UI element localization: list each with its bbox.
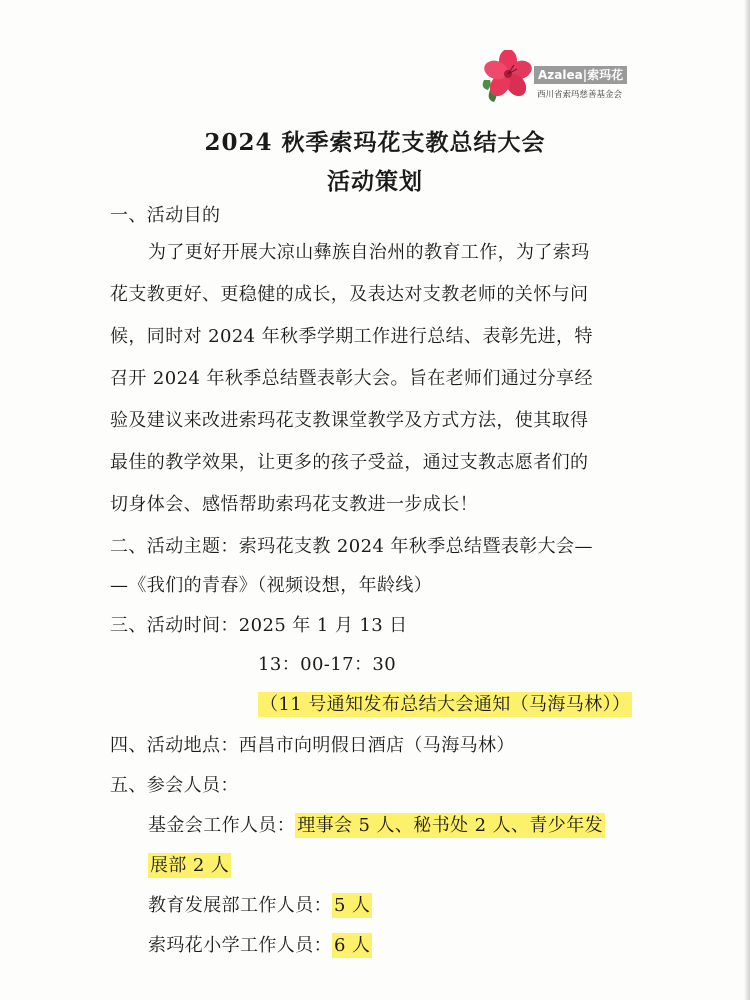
foundation-staff-row: [148, 813, 605, 839]
paragraph-line: 为了更好开展大凉山彝族自治州的教育工作，为了索玛: [148, 242, 590, 263]
school-staff-label: 索玛花小学工作人员：: [148, 935, 332, 956]
section4-location: 四、活动地点：西昌市向明假日酒店（马海马林）: [110, 735, 515, 756]
section2-theme-cont: —《我们的青春》（视频设想，年龄线）: [110, 575, 433, 596]
edu-staff-row: [148, 893, 372, 919]
section2-theme: 二、活动主题：索玛花支教 2024 年秋季总结暨表彰大会—: [110, 536, 593, 557]
foundation-staff-value: 理事会 5 人、秘书处 2 人、青少年发: [297, 815, 603, 836]
paragraph-line: 召开 2024 年秋季总结暨表彰大会。旨在老师们通过分享经: [110, 368, 593, 389]
section5-heading: 五、参会人员：: [110, 775, 239, 796]
paragraph-line: 候，同时对 2024 年秋季学期工作进行总结、表彰先进，特: [110, 326, 593, 347]
logo-brand-text: Azalea|索玛花: [534, 66, 627, 84]
foundation-logo: [480, 50, 640, 105]
school-staff-value: 6 人: [334, 935, 371, 956]
foundation-staff-label: 基金会工作人员：: [148, 815, 296, 836]
paragraph-line: 最佳的教学效果，让更多的孩子受益，通过支教志愿者们的: [110, 452, 589, 473]
paragraph-line: 切身体会、感悟帮助索玛花支教进一步成长！: [110, 494, 478, 515]
paragraph-line: 花支教更好、更稳健的成长，及表达对支教老师的关怀与问: [110, 284, 589, 305]
azalea-flower-icon: [480, 50, 540, 105]
edu-staff-label: 教育发展部工作人员：: [148, 895, 332, 916]
edu-staff-value: 5 人: [334, 895, 371, 916]
document-title: 2024 秋季索玛花支教总结大会: [204, 129, 546, 156]
foundation-staff-row-cont: [148, 853, 231, 879]
section1-heading: 一、活动目的: [110, 205, 221, 226]
school-staff-row: [148, 933, 372, 959]
paragraph-line: 验及建议来改进索玛花支教课堂教学及方式方法，使其取得: [110, 410, 589, 431]
section3-date: 三、活动时间：2025 年 1 月 13 日: [110, 615, 408, 636]
foundation-staff-value-cont: 展部 2 人: [150, 855, 230, 876]
document-subtitle: 活动策划: [327, 168, 423, 195]
highlighted-note: （11 号通知发布总结大会通知（马海马林））: [260, 694, 631, 715]
logo-subtitle: 西川省索玛慈善基金会: [537, 90, 623, 100]
section3-note: [258, 692, 632, 718]
section3-time: 13：00-17：30: [258, 654, 397, 675]
